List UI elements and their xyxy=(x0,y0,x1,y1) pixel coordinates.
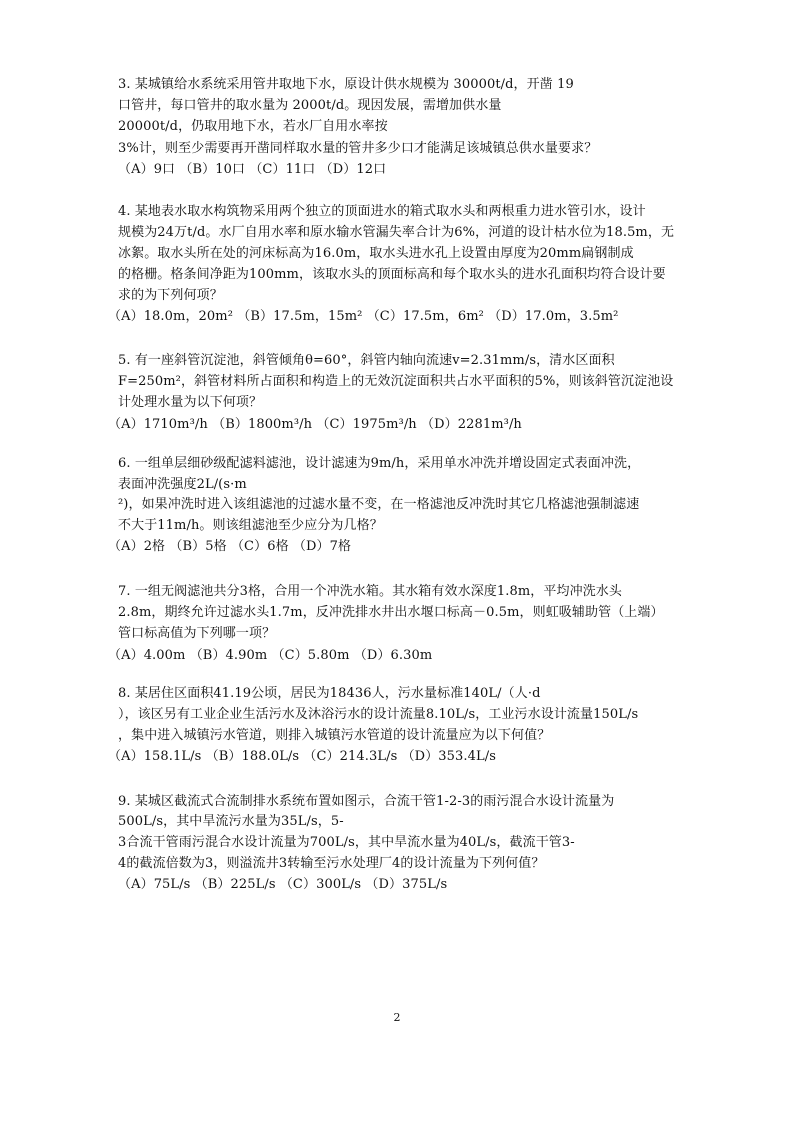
question-9-line-4: 4的截流倍数为3，则溢流井3转输至污水处理厂4的设计流量为下列何值？ xyxy=(118,856,545,871)
question-7-line-1: 7. 一组无阀滤池共分3格，合用一个冲洗水箱。其水箱有效水深度1.8m，平均冲洗水头 xyxy=(118,584,623,599)
question-7-line-2: 2.8m，期终允许过滤水头1.7m，反冲洗排水井出水堰口标高－0.5m，则虹吸辅助管（上端） xyxy=(118,605,664,620)
question-3-line-3: 20000t/d，仍取用地下水，若水厂自用水率按 xyxy=(118,119,388,134)
question-3-line-4: 3%计，则至少需要再开凿同样取水量的管井多少口才能满足该城镇总供水量要求？ xyxy=(118,141,598,156)
question-8-line-2: ），该区另有工业企业生活污水及沐浴污水的设计流量8.10L/s，工业污水设计流量150L/s xyxy=(118,707,639,722)
question-9-line-1: 9. 某城区截流式合流制排水系统布置如图示，合流干管1-2-3的雨污混合水设计流量为 xyxy=(118,794,615,809)
question-6-options: （A）2格 （B）5格 （C）6格 （D）7格 xyxy=(108,539,352,554)
question-3-line-1: 3. 某城镇给水系统采用管井取地下水，原设计供水规模为 30000t/d，开凿 19 xyxy=(118,77,574,92)
question-4-line-2: 规模为24万t/d。水厂自用水率和原水输水管漏失率合计为6%，河道的设计枯水位为18.5m，无 xyxy=(118,225,675,240)
question-7-options: （A）4.00m （B）4.90m （C）5.80m （D）6.30m xyxy=(108,648,433,663)
question-9-line-3: 3合流干管雨污混合水设计流量为700L/s，其中旱流水量为40L/s，截流干管3- xyxy=(118,835,575,850)
question-6-line-3: ²)，如果冲洗时进入该组滤池的过滤水量不变，在一格滤池反冲洗时其它几格滤池强制滤速 xyxy=(118,497,640,512)
question-9-options: （A）75L/s （B）225L/s （C）300L/s （D）375L/s xyxy=(118,877,448,892)
question-5-line-3: 计处理水量为以下何项？ xyxy=(118,395,263,410)
question-4-line-3: 冰絮。取水头所在处的河床标高为16.0m，取水头进水孔上设置由厚度为20mm扁钢制成 xyxy=(118,246,634,261)
question-5-options: （A）1710m³/h （B）1800m³/h （C）1975m³/h （D）2281m³/h xyxy=(108,417,522,432)
question-8-line-1: 8. 某居住区面积41.19公顷，居民为18436人，污水量标准140L/（人·d xyxy=(118,686,541,701)
question-5-line-2: F=250m²，斜管材料所占面积和构造上的无效沉淀面积共占水平面积的5%，则该斜管沉淀池设 xyxy=(118,374,674,389)
question-4-line-1: 4. 某地表水取水构筑物采用两个独立的顶面进水的箱式取水头和两根重力进水管引水，设计 xyxy=(118,204,646,219)
question-6-line-2: 表面冲洗强度2L/(s·m xyxy=(118,477,247,492)
question-8-line-3: ，集中进入城镇污水管道，则排入城镇污水管道的设计流量应为以下何值？ xyxy=(118,728,551,743)
question-4-options: （A）18.0m，20m² （B）17.5m，15m² （C）17.5m，6m² （D）17.0m，3.5m² xyxy=(108,309,619,324)
question-6-line-4: 不大于11m/h。则该组滤池至少应分为几格？ xyxy=(118,518,383,533)
question-3-line-2: 口管井，每口管井的取水量为 2000t/d。现因发展，需增加供水量 xyxy=(118,98,502,113)
question-5-line-1: 5. 有一座斜管沉淀池，斜管倾角θ=60°，斜管内轴向流速v=2.31mm/s，清水区面积 xyxy=(118,353,615,368)
question-3-options: （A）9口 （B）10口 （C）11口 （D）12口 xyxy=(118,162,387,177)
question-4-line-5: 求的为下列何项？ xyxy=(118,288,223,303)
question-9-line-2: 500L/s，其中旱流污水量为35L/s，5- xyxy=(118,814,344,829)
page-number: 2 xyxy=(393,1011,401,1024)
question-8-options: （A）158.1L/s （B）188.0L/s （C）214.3L/s （D）353.4L/s xyxy=(108,749,497,764)
question-4-line-4: 的格栅。格条间净距为100mm，该取水头的顶面标高和每个取水头的进水孔面积均符合设计要 xyxy=(118,267,666,282)
question-6-line-1: 6. 一组单层细砂级配滤料滤池，设计滤速为9m/h，采用单水冲洗并增设固定式表面冲洗， xyxy=(118,456,641,471)
question-7-line-3: 管口标高值为下列哪一项？ xyxy=(118,626,276,641)
